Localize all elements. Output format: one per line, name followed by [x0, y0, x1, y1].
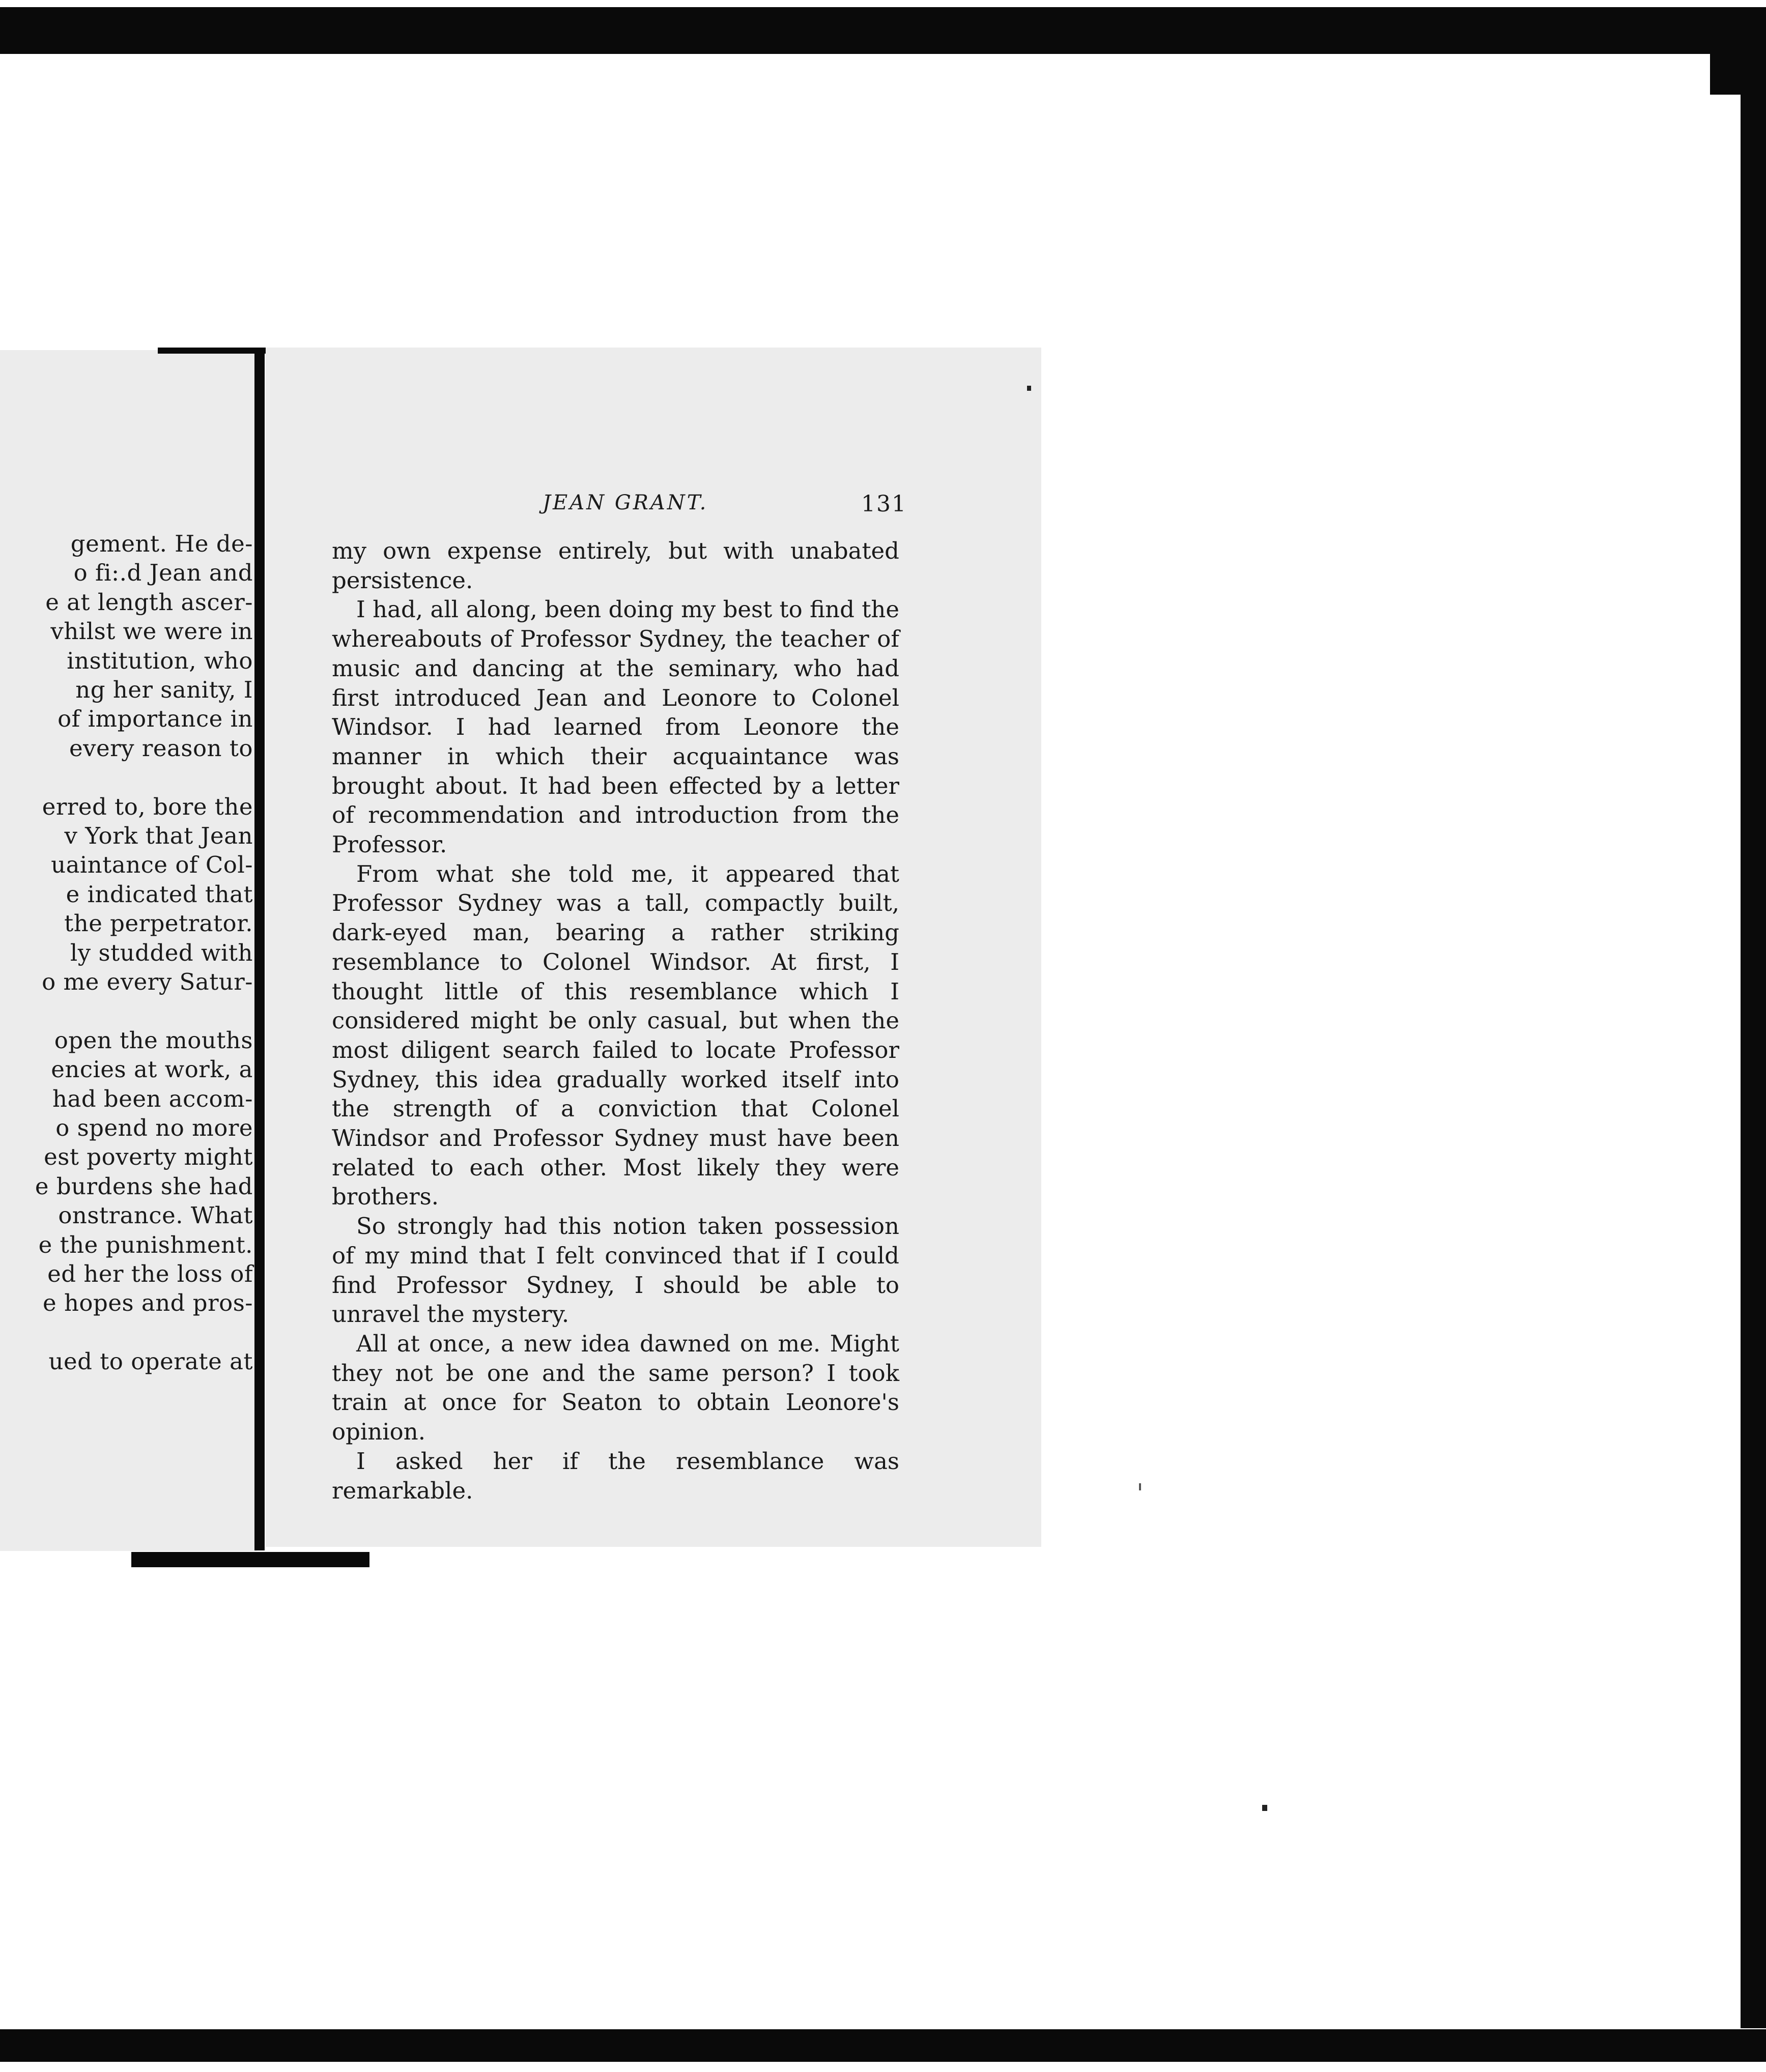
- left-page-line: uaintance of Col-: [51, 851, 253, 879]
- paragraph: All at once, a new idea dawned on me. Might they not be one and the same person? I took train at once for Seaton to obtain Leonore's opinion.: [332, 1330, 899, 1446]
- paragraph: my own expense entirely, but with unabated persistence.: [332, 537, 899, 594]
- paragraph: I asked her if the resemblance was remarkable.: [332, 1447, 899, 1504]
- left-page-line: erred to, bore the: [42, 793, 253, 820]
- left-page-line: o spend no more: [55, 1114, 253, 1141]
- scan-speck: [1262, 1805, 1267, 1811]
- paragraph: I had, all along, been doing my best to find the whereabouts of Professor Sydney, the teacher of music and dancing at the seminary, who had first introduced Jean and Leonore to Colonel Windsor. I had learned from Leonore the manner in which their acquaintance was brought about. It had been effected by a letter of recommendation and introduction from the Professor.: [332, 596, 899, 858]
- frame-right-edge: [1741, 54, 1766, 2028]
- left-page-line: e hopes and pros-: [43, 1289, 253, 1317]
- body-text: [332, 536, 899, 1505]
- frame-top-bar: [0, 7, 1766, 54]
- left-page-line: vhilst we were in: [50, 618, 253, 645]
- left-page-line: encies at work, a: [51, 1056, 253, 1083]
- left-page-line: o me every Satur-: [42, 968, 253, 995]
- page-header: [266, 491, 1041, 522]
- left-page-line: onstrance. What: [58, 1202, 253, 1229]
- left-page-line: v York that Jean: [64, 822, 253, 849]
- left-page: [0, 350, 257, 1551]
- left-page-line: ly studded with: [70, 939, 253, 966]
- left-page-line: had been accom-: [52, 1085, 253, 1112]
- left-page-line: e indicated that: [66, 880, 253, 908]
- running-head: JEAN GRANT.: [543, 491, 708, 514]
- scan-speck: [1027, 386, 1031, 391]
- left-page-line: est poverty might: [44, 1143, 253, 1171]
- left-page-line: the perpetrator.: [64, 910, 253, 937]
- frame-right-curve: [1710, 54, 1741, 95]
- left-page-line: o fi:.d Jean and: [73, 559, 253, 587]
- gutter-rule-bottom: [131, 1552, 369, 1567]
- paragraph: So strongly had this notion taken possession of my mind that I felt convinced that if I could find Professor Sydney, I should be able to unravel the mystery.: [332, 1213, 899, 1328]
- page-number: 131: [861, 491, 907, 517]
- left-page-line: e at length ascer-: [45, 588, 253, 616]
- left-page-line: every reason to: [69, 734, 253, 762]
- right-page: [266, 348, 1041, 1547]
- left-page-line: open the mouths: [54, 1026, 253, 1054]
- left-page-line: e burdens she had: [35, 1172, 253, 1200]
- frame-bottom-bar: [0, 2029, 1766, 2062]
- left-page-line: ed her the loss of: [47, 1260, 253, 1287]
- left-page-line: e the punishment.: [38, 1231, 253, 1258]
- left-page-line: ng her sanity, I: [75, 676, 253, 703]
- left-page-line: gement. He de-: [70, 530, 253, 557]
- scan-speck: [1139, 1483, 1141, 1490]
- paragraph: From what she told me, it appeared that Professor Sydney was a tall, compactly built, dark-eyed man, bearing a rather striking resemblance to Colonel Windsor. At first, I thought little of this resemblance which I considered might be only casual, but when the most diligent search failed to locate Professor Sydney, this idea gradually worked itself into the strength of a conviction that Colonel Windsor and Professor Sydney must have been related to each other. Most likely they were brothers.: [332, 860, 899, 1211]
- left-page-line: institution, who: [67, 647, 253, 674]
- gutter-line: [254, 349, 265, 1550]
- left-page-line: of importance in: [58, 705, 253, 733]
- left-page-line: ued to operate at: [48, 1348, 253, 1375]
